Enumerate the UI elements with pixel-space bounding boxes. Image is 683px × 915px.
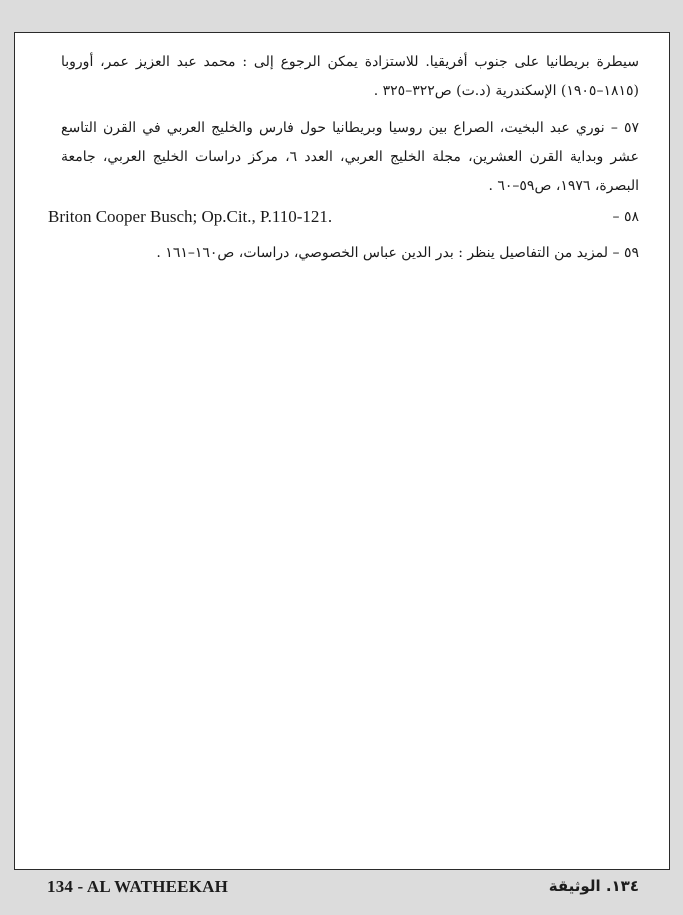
footnote-58-text: Briton Cooper Busch; Op.Cit., P.110-121. bbox=[48, 207, 333, 226]
footnote-58-number: ٥٨ bbox=[623, 209, 639, 225]
footnote-57 bbox=[61, 114, 639, 201]
footnote-59-dash: – bbox=[612, 245, 620, 261]
footnote-59-number: ٥٩ bbox=[623, 245, 639, 261]
footnote-57-number: ٥٧ bbox=[623, 120, 640, 136]
footnote-59 bbox=[61, 239, 639, 268]
footnote-continuation bbox=[61, 48, 639, 106]
footnote-58-marker: ٥٨ – bbox=[612, 209, 639, 225]
footnote-57-text: نوري عبد البخيت، الصراع بين روسيا وبريطانيا حول فارس والخليج العربي في القرن التاسع عشر وبداية القرن العشرين، مجلة الخليج العربي، العدد ٦، مركز دراسات الخليج العربي، جامعة البصرة، ١٩٧٦، ص٥٩–٦٠ . bbox=[61, 120, 639, 194]
footer-journal-arabic: ١٣٤. الوثيقة bbox=[548, 877, 639, 895]
footnote-continuation-text: سيطرة بريطانيا على جنوب أفريقيا. للاستزادة يمكن الرجوع إلى : محمد عبد العزيز عمر، أوروبا (١٨١٥–١٩٠٥) الإسكندرية (د.ت) ص٣٢٢–٣٢٥ . bbox=[61, 54, 639, 99]
footnote-59-text: لمزيد من التفاصيل ينظر : بدر الدين عباس الخصوصي، دراسات، ص١٦٠–١٦١ . bbox=[156, 245, 609, 261]
footnote-57-dash: – bbox=[610, 120, 618, 136]
footnote-58 bbox=[48, 203, 639, 231]
page-frame bbox=[14, 32, 670, 870]
footer-journal-latin: 134 - AL WATHEEKAH bbox=[47, 877, 229, 896]
